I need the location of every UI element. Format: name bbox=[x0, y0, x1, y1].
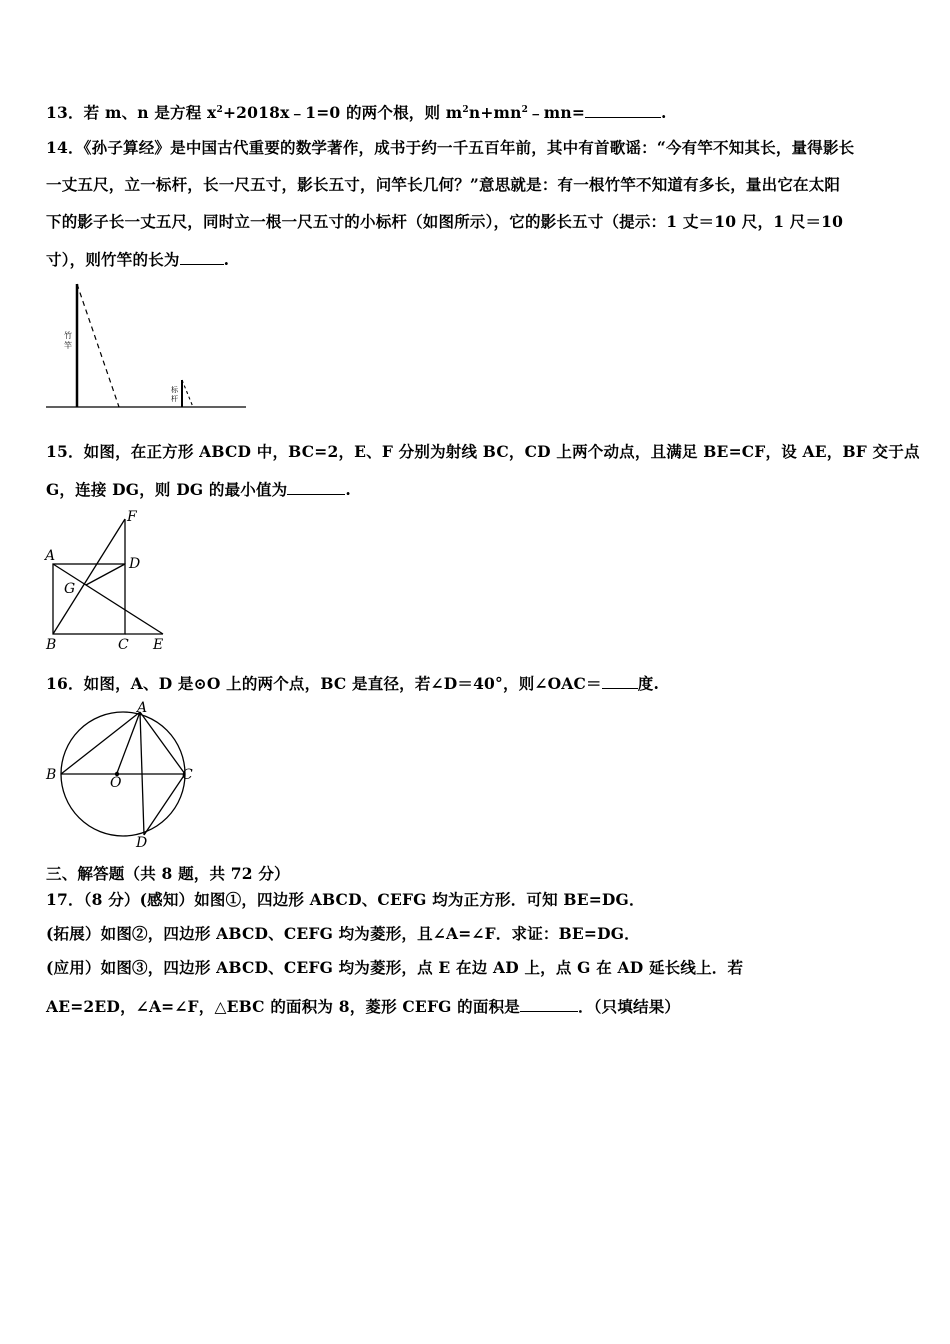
q13-sup-1: 2 bbox=[216, 105, 223, 115]
q15-answer-blank[interactable] bbox=[287, 479, 345, 495]
q17-answer-blank[interactable] bbox=[520, 996, 578, 1012]
chord-dc bbox=[144, 774, 185, 835]
label-o: O bbox=[110, 775, 122, 791]
q16-answer-blank[interactable] bbox=[602, 673, 638, 689]
chord-ac bbox=[140, 712, 185, 774]
pole-label bbox=[64, 330, 75, 350]
q13-sup-3: 2 bbox=[521, 105, 529, 115]
stick-label bbox=[171, 385, 180, 403]
label-c: C bbox=[182, 767, 193, 783]
q14-figure bbox=[40, 280, 252, 412]
q16-figure bbox=[40, 700, 200, 852]
q17-line-4 bbox=[46, 996, 680, 1017]
label-a: A bbox=[45, 548, 56, 564]
label-d: D bbox=[136, 835, 148, 851]
q13-end: . bbox=[661, 103, 667, 122]
square-abcd bbox=[53, 564, 125, 634]
q14-end: . bbox=[223, 250, 230, 269]
q17-line-4-end: ．（只填结果） bbox=[577, 997, 681, 1016]
pole-shadow-ray bbox=[77, 284, 119, 407]
q15-figure bbox=[40, 505, 172, 655]
stick-shadow-ray bbox=[182, 380, 193, 407]
q13-text-3: n+mn bbox=[468, 103, 522, 122]
q15-line-2-text: G，连接 DG，则 DG 的最小值为 bbox=[46, 480, 288, 499]
segment-dg bbox=[86, 564, 125, 585]
q13-text-4: ﹣mn= bbox=[528, 103, 586, 122]
label-d: D bbox=[129, 556, 141, 572]
q14-answer-blank[interactable] bbox=[180, 249, 224, 265]
label-c: C bbox=[118, 637, 129, 653]
section-3-title: 三、解答题（共 8 题，共 72 分） bbox=[46, 864, 290, 883]
q13-text-2: +2018x﹣1=0 的两个根，则 m bbox=[222, 103, 463, 122]
q14-line-4-text: 寸），则竹竿的长为 bbox=[46, 250, 180, 269]
label-b: B bbox=[46, 637, 57, 653]
q17-line-3: (应用）如图③，四边形 ABCD、CEFG 均为菱形，点 E 在边 AD 上，点 G 在 AD 延长线上．若 bbox=[46, 958, 744, 977]
q16-end: 度. bbox=[637, 674, 660, 693]
q14-line-4 bbox=[46, 249, 229, 270]
q15-end: . bbox=[345, 480, 351, 499]
q13-number: 13． bbox=[46, 103, 84, 122]
q17-line-4-text: AE=2ED，∠A=∠F，△EBC 的面积为 8，菱形 CEFG 的面积是 bbox=[46, 997, 520, 1016]
q13-sup-2: 2 bbox=[462, 105, 469, 115]
segment-bf bbox=[53, 519, 125, 634]
question-13 bbox=[46, 102, 667, 123]
q14-line-2: 一丈五尺，立一标杆，长一尺五寸，影长五寸，问竿长几何？”意思就是：有一根竹竿不知道有多长，量出它在太阳 bbox=[46, 175, 841, 194]
label-e: E bbox=[153, 637, 164, 653]
q16-text: 16．如图，A、D 是⊙O 上的两个点，BC 是直径，若∠D＝40°，则∠OAC＝ bbox=[46, 674, 602, 693]
q17-line-1: 17．（8 分）(感知）如图①，四边形 ABCD、CEFG 均为正方形．可知 BE=DG． bbox=[46, 890, 645, 909]
segment-ae bbox=[53, 564, 163, 634]
q14-line-1: 14．《孙子算经》是中国古代重要的数学著作，成书于约一千五百年前，其中有首歌谣：“今有竿不知其长，量得影长 bbox=[46, 138, 855, 157]
label-f: F bbox=[127, 509, 137, 525]
q15-line-1: 15．如图，在正方形 ABCD 中，BC=2，E、F 分别为射线 BC，CD 上两个动点，且满足 BE=CF，设 AE，BF 交于点 bbox=[46, 442, 920, 461]
question-16 bbox=[46, 673, 659, 694]
stick-label-char-2: 杆 bbox=[171, 395, 178, 403]
q15-line-2 bbox=[46, 479, 351, 500]
q13-answer-blank[interactable] bbox=[585, 102, 661, 118]
label-b: B bbox=[46, 767, 57, 783]
q14-line-3: 下的影子长一丈五尺，同时立一根一尺五寸的小标杆（如图所示），它的影长五寸（提示：1 丈＝10 尺，1 尺＝10 bbox=[46, 212, 844, 231]
label-a: A bbox=[137, 700, 148, 716]
q13-text-1: 若 m、n 是方程 x bbox=[83, 103, 217, 122]
pole-label-char-1: 竹 bbox=[64, 331, 72, 340]
pole-label-char-2: 竿 bbox=[64, 341, 72, 350]
stick-label-char-1: 标 bbox=[171, 386, 178, 394]
label-g: G bbox=[64, 581, 76, 597]
q17-line-2: (拓展）如图②，四边形 ABCD、CEFG 均为菱形，且∠A=∠F．求证：BE=DG． bbox=[46, 924, 640, 943]
